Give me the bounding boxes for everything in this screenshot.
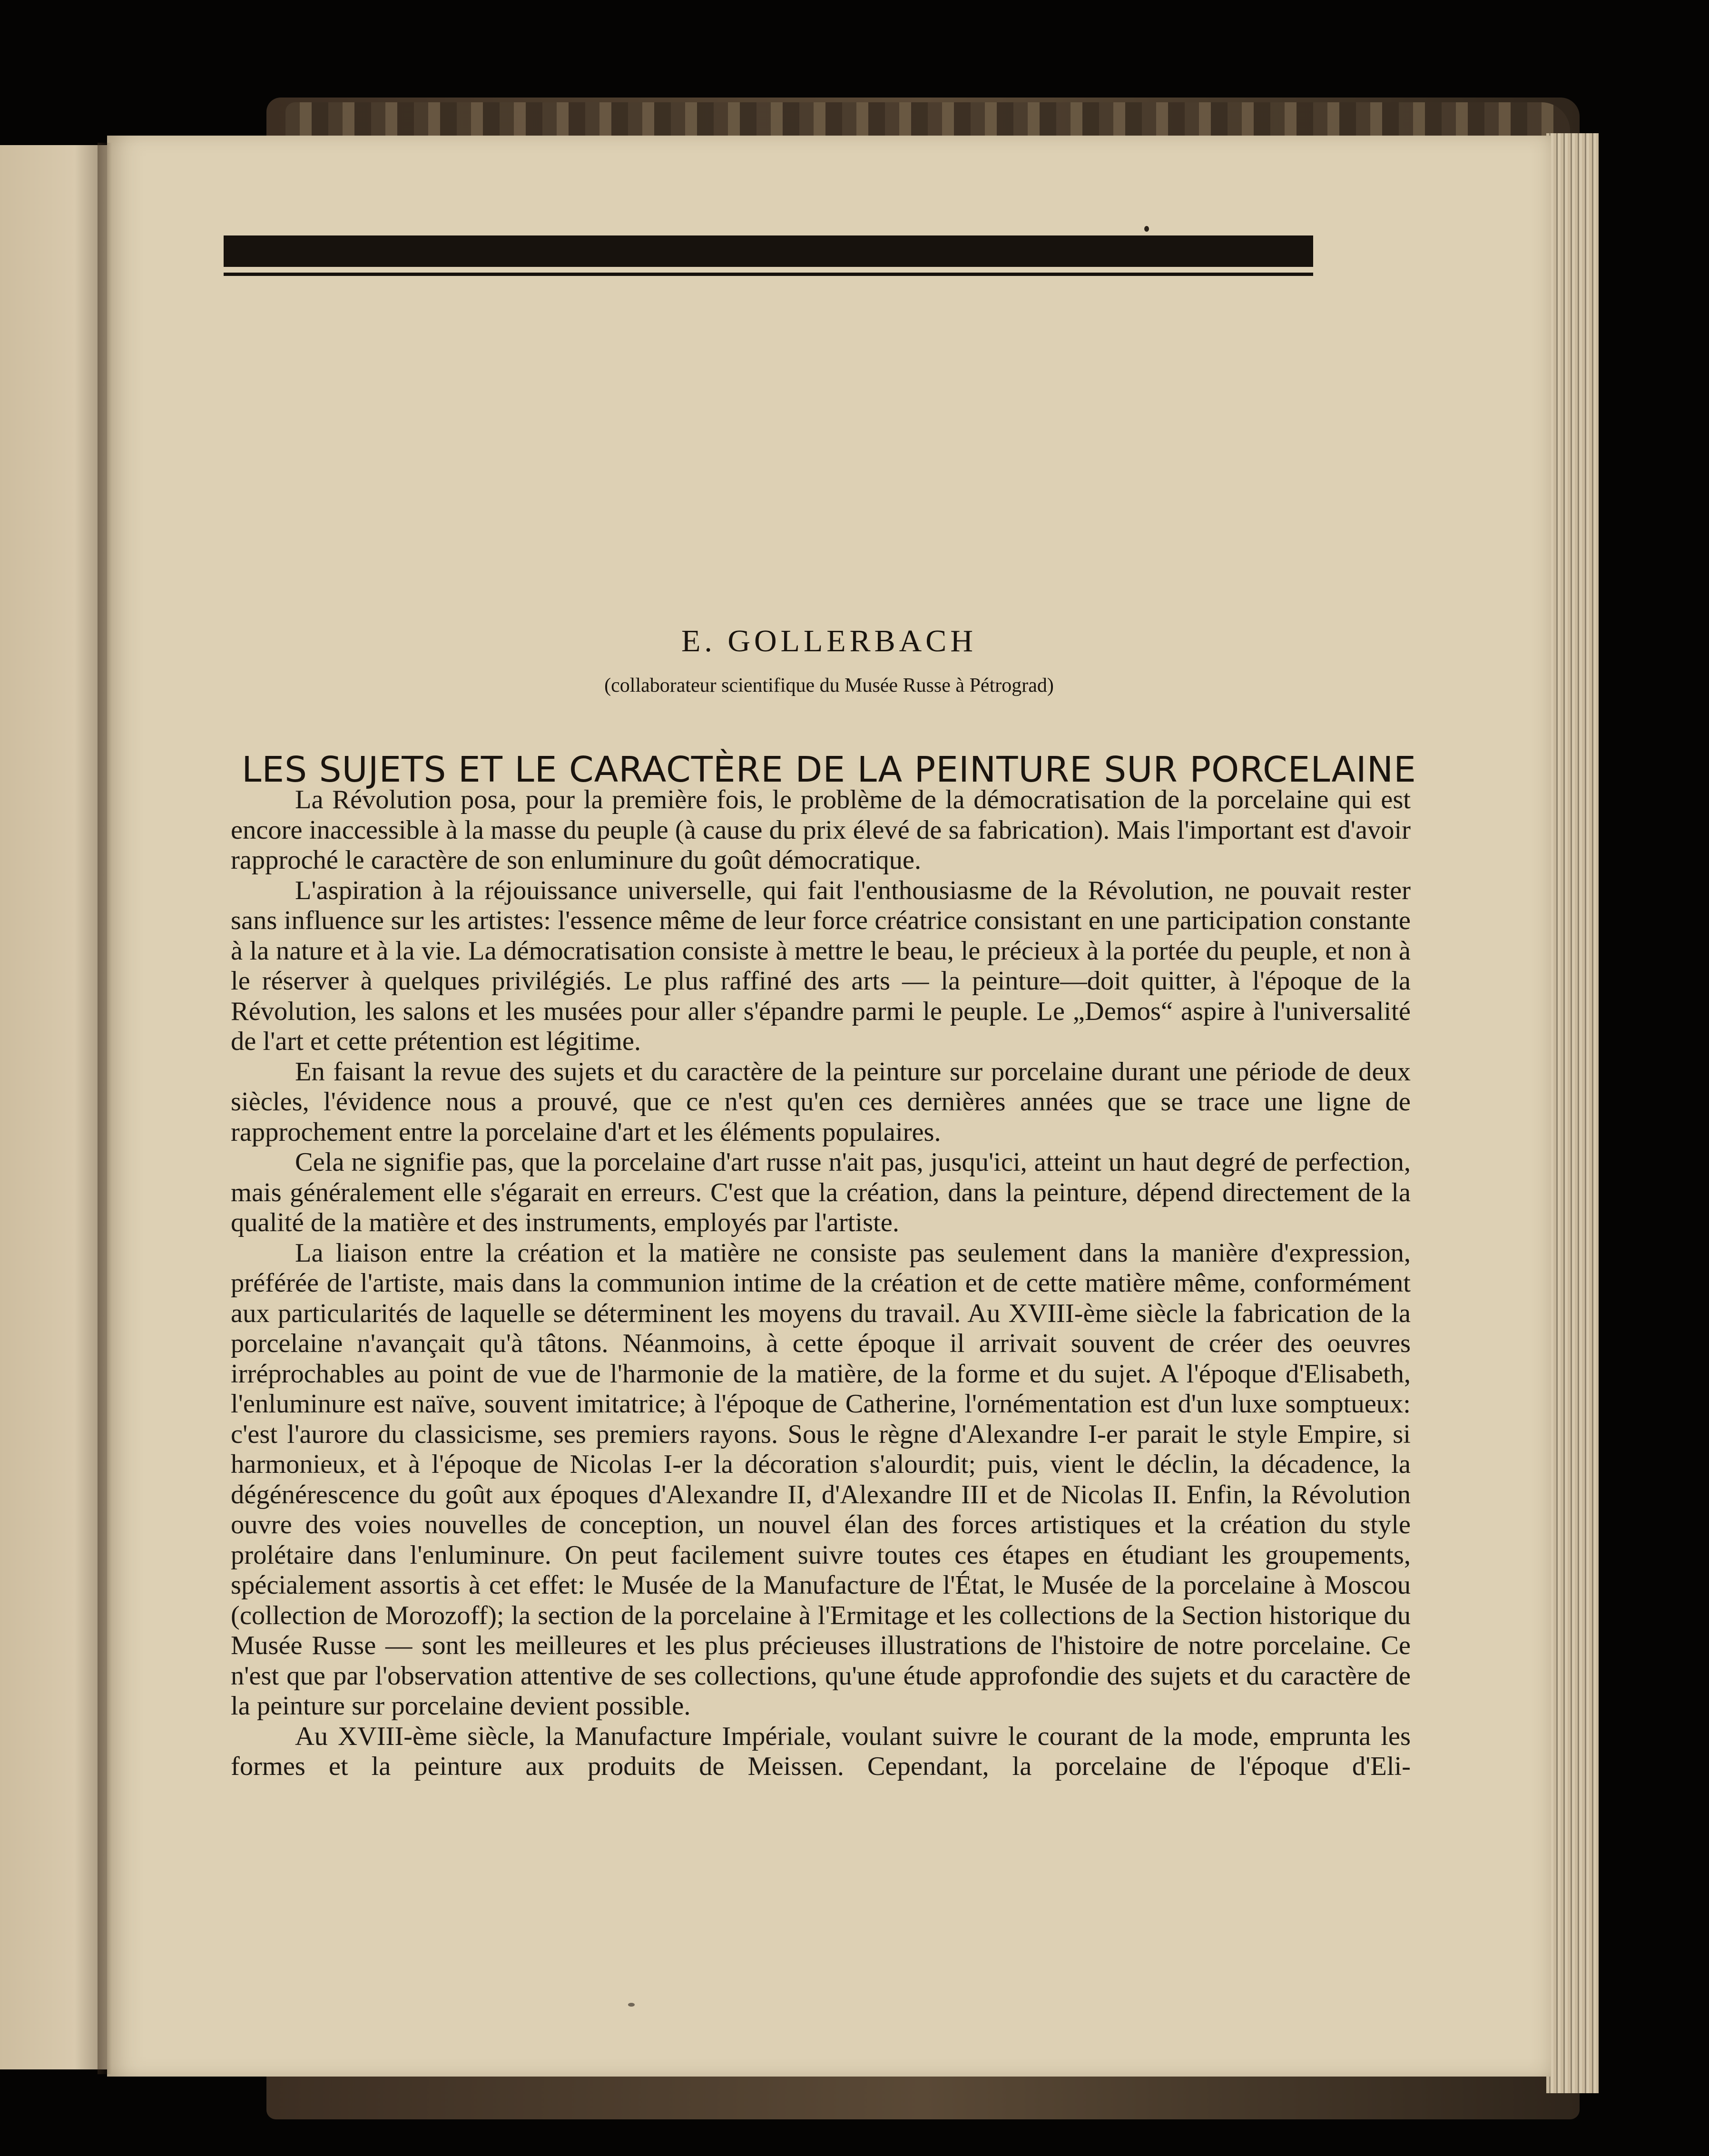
ink-speck	[1144, 226, 1149, 232]
header-rule-thin	[224, 273, 1313, 276]
author-name: E. GOLLERBACH	[681, 624, 977, 658]
paragraph: La liaison entre la création et la matière ne consiste pas seulement dans la manière d'expression, préférée de l'artiste, mais dans la communion intime de la création et de cette matière même, conformément aux particularités de laquelle se déterminent les moyens du travail. Au XVIII-ème siècle la fabrication de la porcelaine n'avançait qu'à tâtons. Néanmoins, à cette époque il arrivait souvent de créer des oeuvres irréprochables au point de vue de l'harmonie de la matière, de la forme et du sujet. A l'époque d'Elisabeth, l'enluminure est naïve, souvent imitatrice; à l'époque de Catherine, l'ornémentation est d'un luxe somptueux: c'est l'aurore du classicisme, ses premiers rayons. Sous le règne d'Alexandre I-er parait le style Empire, si harmonieux, et à l'époque de Nicolas I-er la décoration s'alourdit; puis, vient le déclin, la décadence, la dégénérescence du goût aux époques d'Alexandre II, d'Alexandre III et de Nicolas II. Enfin, la Révolution ouvre des voies nouvelles de conception, un nouvel élan des forces artistiques et la création du style prolétaire dans l'enluminure. On peut facilement suivre toutes ces étapes en étudiant les groupements, spécialement assortis à cet effet: le Musée de la Manufacture de l'État, le Musée de la porcelaine à Moscou (collection de Morozoff); la section de la porcelaine à l'Ermitage et les collections de la Section historique du Musée Russe — sont les meilleures et les plus précieuses illustrations de l'histoire de notre porcelaine. Ce n'est que par l'observation attentive de ses collections, qu'une étude approfondie des sujets et du caractère de la peinture sur porcelaine devient possible.	[231, 1238, 1411, 1721]
paragraph: Cela ne signifie pas, que la porcelaine d'art russe n'ait pas, jusqu'ici, atteint un haut degré de perfection, mais généralement elle s'égarait en erreurs. C'est que la création, dans la peinture, dépend directement de la qualité de la matière et des instruments, employés par l'artiste.	[231, 1147, 1411, 1237]
book-cover-edge	[285, 102, 1570, 140]
paragraph: Au XVIII-ème siècle, la Manufacture Impériale, voulant suivre le courant de la mode, emprunta les formes et la peinture aux produits de Meissen. Cependant, la porcelaine de l'époque d'Eli-	[231, 1721, 1411, 1781]
paragraph: L'aspiration à la réjouissance universelle, qui fait l'enthousiasme de la Révolution, ne pouvait rester sans influence sur les artistes: l'essence même de leur force créatrice consistant en une participation constante à la nature et à la vie. La démocratisation consiste à mettre le beau, le précieux à la portée du peuple, et non à le réserver à quelques privilégiés. Le plus raffiné des arts — la peinture—doit quitter, à l'époque de la Révolution, les salons et les musées pour aller s'épandre parmi le peuple. Le „Demos“ aspire à l'universalité de l'art et cette prétention est légitime.	[231, 875, 1411, 1056]
paragraph: La Révolution posa, pour la première fois, le problème de la démocratisation de la porcelaine qui est encore inaccessible à la masse du peuple (à cause du prix élevé de sa fabrication). Mais l'important est d'avoir rapproché le caractère de son enluminure du goût démocratique.	[231, 785, 1411, 875]
article-body	[231, 785, 1411, 1782]
ink-speck	[628, 2003, 635, 2007]
facing-page	[0, 145, 107, 2069]
header-rule-thick	[224, 235, 1313, 267]
page-edges	[1546, 133, 1599, 2093]
author-affiliation: (collaborateur scientifique du Musée Russe à Pétrograd)	[604, 675, 1054, 696]
paragraph: En faisant la revue des sujets et du caractère de la peinture sur porcelaine durant une période de deux siècles, l'évidence nous a prouvé, que ce n'est qu'en ces dernières années que se trace une ligne de rapprochement entre la porcelaine d'art et les éléments populaires.	[231, 1057, 1411, 1147]
article-title: LES SUJETS ET LE CARACTÈRE DE LA PEINTURE SUR PORCELAINE	[242, 749, 1416, 790]
page-gutter	[98, 143, 112, 2074]
book-page	[107, 136, 1551, 2077]
